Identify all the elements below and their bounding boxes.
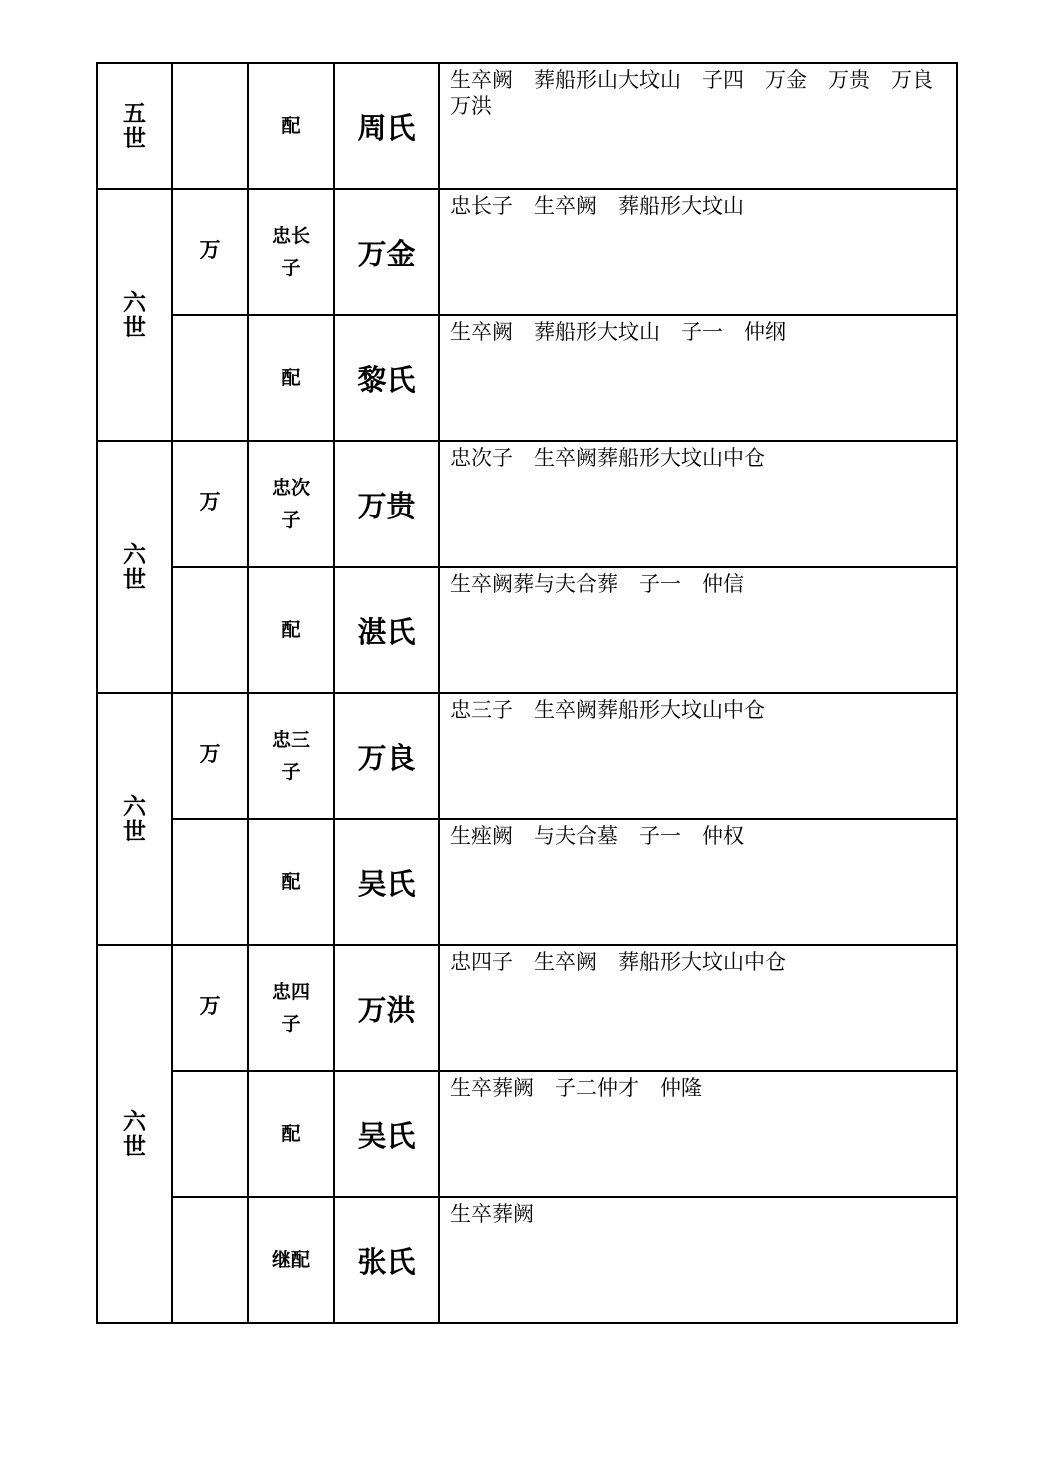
note-cell bbox=[439, 1197, 957, 1323]
generation-character-cell bbox=[172, 1197, 248, 1323]
relation-label: 忠三子 bbox=[271, 729, 310, 783]
table-row bbox=[97, 315, 957, 441]
table-row bbox=[97, 945, 957, 1071]
generation-character-cell bbox=[172, 567, 248, 693]
relation-label: 忠长子 bbox=[271, 225, 310, 279]
table-row bbox=[97, 189, 957, 315]
generation-cell bbox=[97, 693, 172, 945]
relation-label: 配 bbox=[281, 1123, 301, 1145]
table-row bbox=[97, 819, 957, 945]
name-cell: 黎氏 bbox=[334, 315, 439, 441]
generation-label: 五世 bbox=[123, 100, 146, 152]
relation-label: 配 bbox=[281, 115, 301, 137]
relation-cell bbox=[248, 819, 334, 945]
table-row bbox=[97, 1071, 957, 1197]
note-text: 忠三子 生卒阙葬船形大坟山中仓 bbox=[450, 698, 765, 722]
note-text: 生卒阙葬与夫合葬 子一 仲信 bbox=[450, 572, 744, 596]
name-cell: 周氏 bbox=[334, 63, 439, 189]
genealogy-table bbox=[96, 62, 958, 1324]
generation-character-cell bbox=[172, 189, 248, 315]
relation-cell bbox=[248, 693, 334, 819]
name-cell: 万良 bbox=[334, 693, 439, 819]
generation-cell bbox=[97, 945, 172, 1323]
table-row bbox=[97, 63, 957, 189]
note-cell bbox=[439, 441, 957, 567]
note-text: 生痤阙 与夫合墓 子一 仲权 bbox=[450, 824, 744, 848]
generation-label: 六世 bbox=[123, 289, 146, 341]
generation-character: 万 bbox=[199, 993, 221, 1018]
note-text: 生卒阙 葬船形山大坟山 子四 万金 万贵 万良 万洪 bbox=[450, 68, 954, 118]
generation-character-cell bbox=[172, 1071, 248, 1197]
note-text: 生卒葬阙 子二仲才 仲隆 bbox=[450, 1076, 702, 1100]
note-text: 生卒阙 葬船形大坟山 子一 仲纲 bbox=[450, 320, 786, 344]
note-cell bbox=[439, 819, 957, 945]
generation-cell bbox=[97, 63, 172, 189]
generation-character-cell bbox=[172, 441, 248, 567]
relation-cell bbox=[248, 1071, 334, 1197]
generation-character-cell bbox=[172, 819, 248, 945]
name-cell: 万贵 bbox=[334, 441, 439, 567]
table-row bbox=[97, 1197, 957, 1323]
generation-character-cell bbox=[172, 945, 248, 1071]
relation-cell bbox=[248, 189, 334, 315]
relation-label: 忠次子 bbox=[271, 477, 310, 531]
table-row bbox=[97, 567, 957, 693]
generation-label: 六世 bbox=[123, 541, 146, 593]
generation-character: 万 bbox=[199, 237, 221, 262]
generation-label: 六世 bbox=[123, 793, 146, 845]
relation-cell bbox=[248, 441, 334, 567]
relation-label: 忠四子 bbox=[271, 981, 310, 1035]
relation-cell bbox=[248, 1197, 334, 1323]
note-cell bbox=[439, 63, 957, 189]
name-cell: 张氏 bbox=[334, 1197, 439, 1323]
relation-cell bbox=[248, 315, 334, 441]
generation-character-cell bbox=[172, 693, 248, 819]
relation-cell bbox=[248, 567, 334, 693]
generation-character-cell bbox=[172, 63, 248, 189]
table-row bbox=[97, 693, 957, 819]
note-text: 忠次子 生卒阙葬船形大坟山中仓 bbox=[450, 446, 765, 470]
note-cell bbox=[439, 945, 957, 1071]
name-cell: 万洪 bbox=[334, 945, 439, 1071]
note-cell bbox=[439, 693, 957, 819]
generation-label: 六世 bbox=[123, 1108, 146, 1160]
note-text: 忠长子 生卒阙 葬船形大坟山 bbox=[450, 194, 744, 218]
name-cell: 吴氏 bbox=[334, 1071, 439, 1197]
note-text: 忠四子 生卒阙 葬船形大坟山中仓 bbox=[450, 950, 786, 974]
relation-label: 配 bbox=[281, 367, 301, 389]
relation-cell bbox=[248, 945, 334, 1071]
relation-label: 配 bbox=[281, 871, 301, 893]
relation-label: 继配 bbox=[271, 1249, 310, 1271]
generation-character: 万 bbox=[199, 489, 221, 514]
generation-cell bbox=[97, 189, 172, 441]
generation-character-cell bbox=[172, 315, 248, 441]
note-cell bbox=[439, 1071, 957, 1197]
generation-cell bbox=[97, 441, 172, 693]
note-cell bbox=[439, 567, 957, 693]
name-cell: 吴氏 bbox=[334, 819, 439, 945]
note-cell bbox=[439, 315, 957, 441]
name-cell: 湛氏 bbox=[334, 567, 439, 693]
generation-character: 万 bbox=[199, 741, 221, 766]
table-row bbox=[97, 441, 957, 567]
name-cell: 万金 bbox=[334, 189, 439, 315]
relation-label: 配 bbox=[281, 619, 301, 641]
note-text: 生卒葬阙 bbox=[450, 1202, 534, 1226]
relation-cell bbox=[248, 63, 334, 189]
note-cell bbox=[439, 189, 957, 315]
